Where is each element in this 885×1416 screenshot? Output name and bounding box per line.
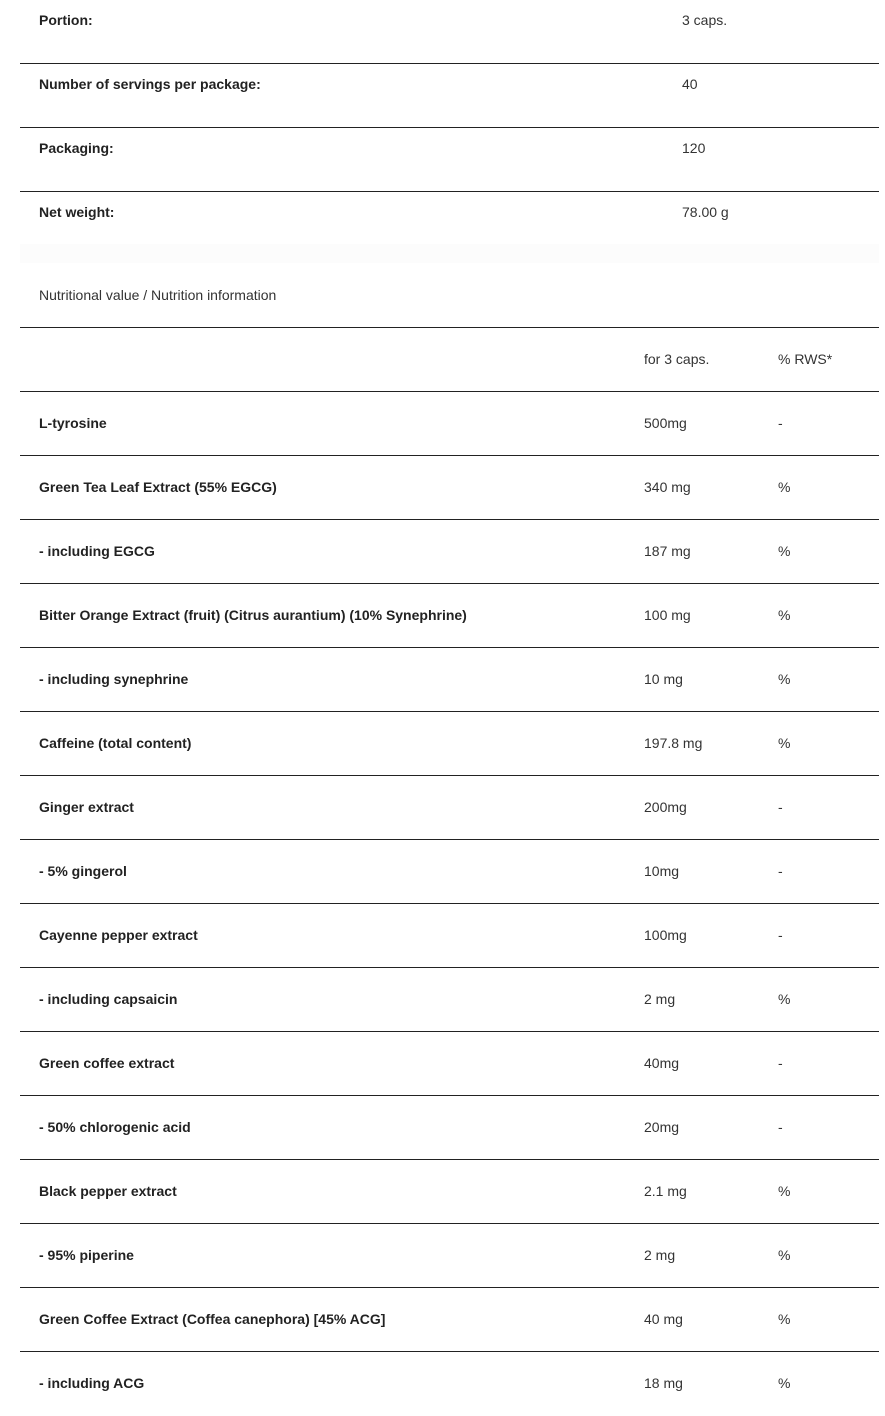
ingredient-amount: 40 mg bbox=[644, 1311, 683, 1327]
ingredient-name: Green coffee extract bbox=[39, 1055, 175, 1071]
info-label: Number of servings per package: bbox=[39, 76, 261, 92]
nutrition-row bbox=[20, 1160, 879, 1224]
info-label: Portion: bbox=[39, 12, 93, 28]
nutrition-row bbox=[20, 776, 879, 840]
ingredient-rws: - bbox=[778, 1119, 783, 1135]
ingredient-rws: - bbox=[778, 415, 783, 431]
ingredient-name: - 95% piperine bbox=[39, 1247, 134, 1263]
ingredient-name: L-tyrosine bbox=[39, 415, 107, 431]
ingredient-name: Ginger extract bbox=[39, 799, 134, 815]
info-value: 120 bbox=[682, 140, 706, 156]
ingredient-name: Green Tea Leaf Extract (55% EGCG) bbox=[39, 479, 277, 495]
ingredient-name: - including capsaicin bbox=[39, 991, 178, 1007]
ingredient-name: Green Coffee Extract (Coffea canephora) [45% ACG] bbox=[39, 1311, 386, 1327]
nutrition-title: Nutritional value / Nutrition information bbox=[39, 287, 277, 303]
info-value: 40 bbox=[682, 76, 698, 92]
ingredient-rws: % bbox=[778, 479, 791, 495]
nutrition-row bbox=[20, 1352, 879, 1416]
nutrition-row bbox=[20, 584, 879, 648]
ingredient-amount: 40mg bbox=[644, 1055, 680, 1071]
ingredient-amount: 100 mg bbox=[644, 607, 691, 623]
ingredient-amount: 340 mg bbox=[644, 479, 691, 495]
ingredient-rws: % bbox=[778, 1375, 791, 1391]
section-spacer bbox=[20, 244, 879, 263]
info-row-net-weight bbox=[20, 181, 879, 245]
info-row-portion bbox=[20, 0, 879, 64]
ingredient-amount: 10 mg bbox=[644, 671, 683, 687]
ingredient-name: Bitter Orange Extract (fruit) (Citrus aurantium) (10% Synephrine) bbox=[39, 607, 467, 623]
ingredient-rws: % bbox=[778, 543, 791, 559]
ingredient-amount: 500mg bbox=[644, 415, 687, 431]
nutrition-row bbox=[20, 904, 879, 968]
ingredient-name: - including synephrine bbox=[39, 671, 189, 687]
nutrition-row bbox=[20, 1224, 879, 1288]
ingredient-name: Cayenne pepper extract bbox=[39, 927, 198, 943]
ingredient-name: Black pepper extract bbox=[39, 1183, 177, 1199]
ingredient-amount: 10mg bbox=[644, 863, 680, 879]
ingredient-amount: 2 mg bbox=[644, 1247, 676, 1263]
ingredient-amount: 2.1 mg bbox=[644, 1183, 687, 1199]
nutrition-title-row bbox=[20, 264, 879, 328]
nutrition-row bbox=[20, 392, 879, 456]
info-row-servings bbox=[20, 64, 879, 128]
nutrition-header-row bbox=[20, 328, 879, 392]
ingredient-name: - including EGCG bbox=[39, 543, 155, 559]
ingredient-name: - 50% chlorogenic acid bbox=[39, 1119, 191, 1135]
ingredient-rws: % bbox=[778, 1183, 791, 1199]
nutrition-row bbox=[20, 712, 879, 776]
nutrition-row bbox=[20, 520, 879, 584]
ingredient-amount: 20mg bbox=[644, 1119, 680, 1135]
nutrition-row bbox=[20, 648, 879, 712]
nutrition-row bbox=[20, 840, 879, 904]
ingredient-rws: % bbox=[778, 671, 791, 687]
ingredient-name: - 5% gingerol bbox=[39, 863, 127, 879]
nutrition-row bbox=[20, 1096, 879, 1160]
ingredient-amount: 100mg bbox=[644, 927, 687, 943]
info-value: 78.00 g bbox=[682, 204, 729, 220]
ingredient-amount: 200mg bbox=[644, 799, 687, 815]
nutrition-row bbox=[20, 1288, 879, 1352]
info-label: Net weight: bbox=[39, 204, 115, 220]
column-header-rws: % RWS* bbox=[778, 351, 833, 367]
ingredient-rws: % bbox=[778, 1247, 791, 1263]
ingredient-name: - including ACG bbox=[39, 1375, 145, 1391]
nutrition-row bbox=[20, 968, 879, 1032]
info-label: Packaging: bbox=[39, 140, 114, 156]
column-header-amount: for 3 caps. bbox=[644, 351, 710, 367]
ingredient-amount: 2 mg bbox=[644, 991, 676, 1007]
ingredient-rws: % bbox=[778, 1311, 791, 1327]
ingredient-name: Caffeine (total content) bbox=[39, 735, 192, 751]
ingredient-amount: 187 mg bbox=[644, 543, 691, 559]
ingredient-rws: - bbox=[778, 1055, 783, 1071]
ingredient-rws: % bbox=[778, 735, 791, 751]
ingredient-amount: 18 mg bbox=[644, 1375, 683, 1391]
nutrition-row bbox=[20, 1032, 879, 1096]
nutrition-row bbox=[20, 456, 879, 520]
ingredient-rws: % bbox=[778, 607, 791, 623]
ingredient-rws: - bbox=[778, 927, 783, 943]
info-value: 3 caps. bbox=[682, 12, 728, 28]
ingredient-rws: - bbox=[778, 863, 783, 879]
ingredient-rws: - bbox=[778, 799, 783, 815]
ingredient-amount: 197.8 mg bbox=[644, 735, 703, 751]
ingredient-rws: % bbox=[778, 991, 791, 1007]
